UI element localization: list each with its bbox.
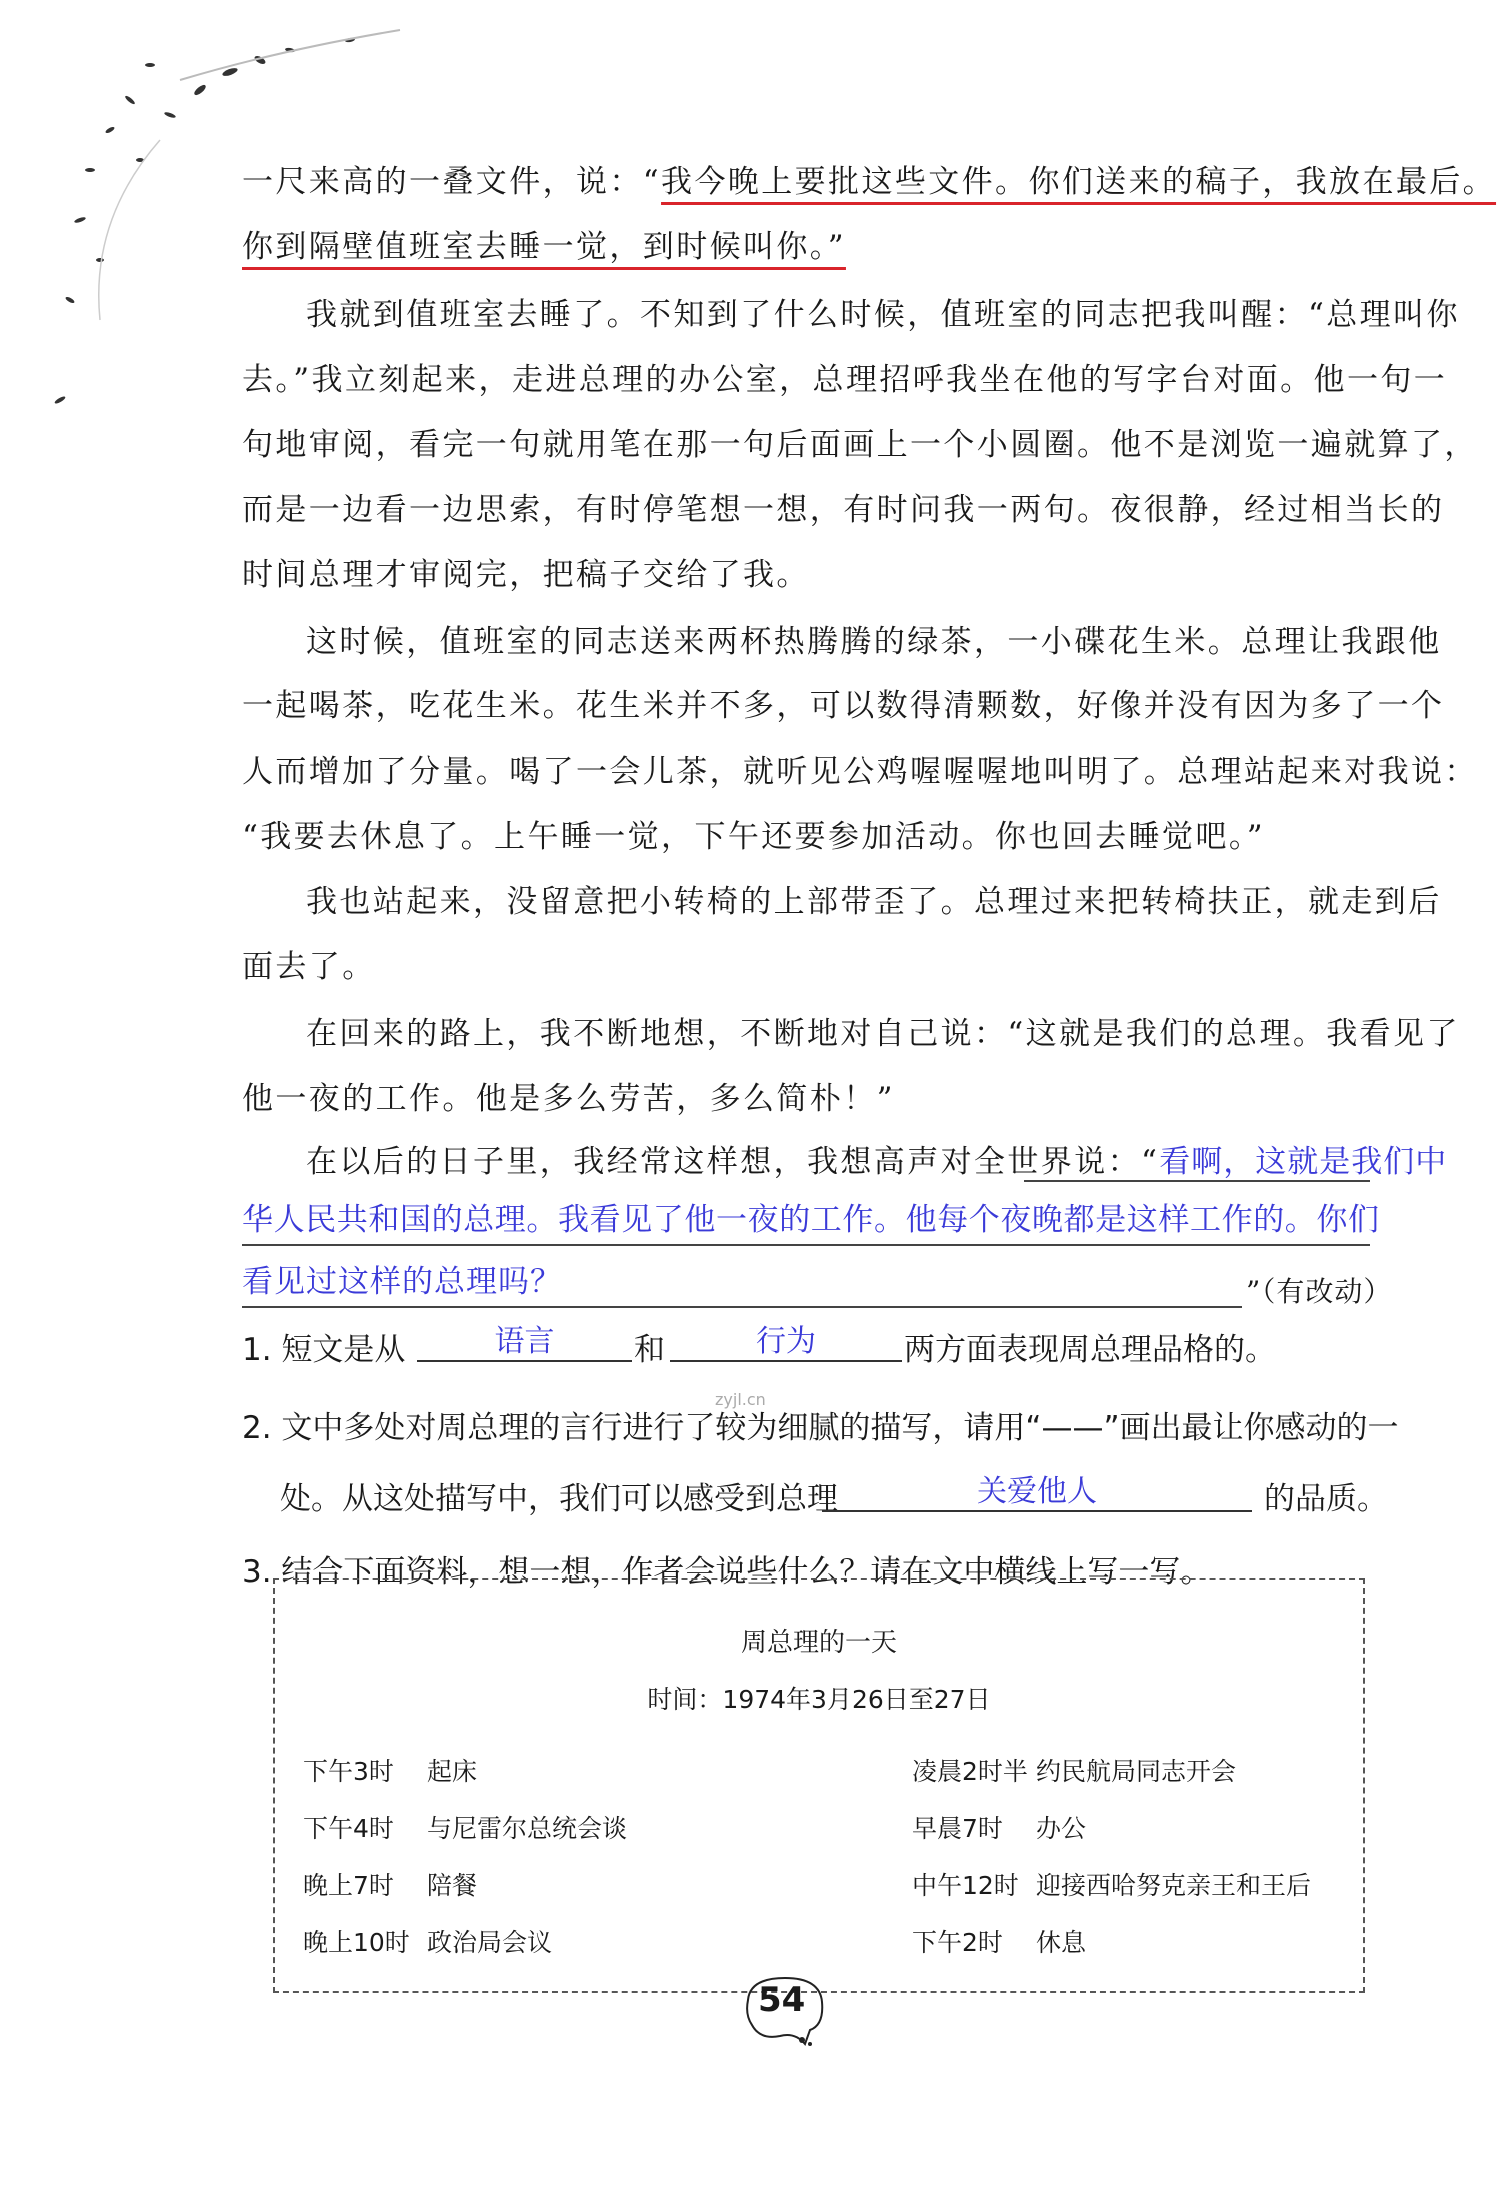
answer-blank[interactable] — [1024, 1180, 1370, 1182]
passage-line: 句地审阅，看完一句就用笔在那一句后面画上一个小圆圈。他不是浏览一遍就算了， — [242, 427, 1478, 463]
passage-line: “我要去休息了。上午睡一觉，下午还要参加活动。你也回去睡觉吧。” — [242, 819, 1265, 855]
passage-line: 他一夜的工作。他是多么劳苦，多么简朴！” — [242, 1081, 895, 1117]
passage-line: 在回来的路上，我不断地想，不断地对自己说：“这就是我们的总理。我看见了 — [306, 1016, 1460, 1052]
q1-tail: 两方面表现周总理品格的。 — [904, 1332, 1276, 1368]
passage-line — [242, 225, 1382, 269]
passage-line: 在以后的日子里，我经常这样想，我想高声对全世界说：“看啊，这就是我们中 — [306, 1144, 1448, 1180]
question-2: 2. 文中多处对周总理的言行进行了较为细腻的描写，请用“——”画出最让你感动的一 — [242, 1410, 1399, 1446]
passage-line: 而是一边看一边思索，有时停笔想一想，有时问我一两句。夜很静，经过相当长的 — [242, 492, 1445, 528]
schedule-item: 中午12时 迎接西哈努克亲王和王后 — [912, 1871, 1312, 1900]
passage-line: 人而增加了分量。喝了一会儿茶，就听见公鸡喔喔喔地叫明了。总理站起来对我说： — [242, 754, 1478, 790]
schedule-box — [273, 1578, 1365, 1993]
question-2-cont: 处。从这处描写中，我们可以感受到总理 — [280, 1481, 838, 1517]
red-underlined-quote: 我今晚上要批这些文件。你们送来的稿子，我放在最后。 — [661, 164, 1497, 200]
source-note: ”（有改动） — [1246, 1275, 1393, 1308]
schedule-item: 凌晨2时半 约民航局同志开会 — [912, 1757, 1237, 1786]
red-underlined-quote: 你到隔壁值班室去睡一觉，到时候叫你。” — [242, 229, 846, 265]
q1-connector: 和 — [634, 1332, 665, 1368]
passage-line: 我就到值班室去睡了。不知到了什么时候，值班室的同志把我叫醒：“总理叫你 — [306, 297, 1460, 333]
question-2-tail: 的品质。 — [1264, 1481, 1388, 1517]
passage-line: 这时候，值班室的同志送来两杯热腾腾的绿茶，一小碟花生米。总理让我跟他 — [306, 624, 1442, 660]
watermark: zyjl.cn — [715, 1390, 766, 1409]
schedule-item: 早晨7时 办公 — [912, 1814, 1087, 1843]
passage-line: 去。”我立刻起来，走进总理的办公室，总理招呼我坐在他的写字台对面。他一句一 — [242, 362, 1448, 398]
answer-blank[interactable] — [242, 1306, 1242, 1308]
schedule-item: 下午2时 休息 — [912, 1928, 1087, 1957]
schedule-item: 晚上10时 政治局会议 — [303, 1928, 553, 1957]
schedule-item: 晚上7时 陪餐 — [303, 1871, 478, 1900]
passage-line: 面去了。 — [242, 949, 376, 985]
schedule-item: 下午4时 与尼雷尔总统会谈 — [303, 1814, 628, 1843]
passage-line: 一起喝茶，吃花生米。花生米并不多，可以数得清颗数，好像并没有因为多了一个 — [242, 688, 1445, 724]
schedule-item: 下午3时 起床 — [303, 1757, 478, 1786]
schedule-subtitle: 时间：1974年3月26日至27日 — [647, 1685, 991, 1714]
page-number: 54 — [740, 1970, 830, 2050]
passage-line: 时间总理才审阅完，把稿子交给了我。 — [242, 557, 810, 593]
handwritten-answer: 看见过这样的总理吗？ — [242, 1264, 562, 1300]
schedule-title: 周总理的一天 — [740, 1628, 897, 1658]
question-1: 1. 短文是从 — [242, 1332, 406, 1368]
q1-answer-blank-1[interactable]: 语言 — [417, 1324, 632, 1362]
handwritten-answer: 华人民共和国的总理。我看见了他一夜的工作。他每个夜晚都是这样工作的。你们 — [242, 1202, 1380, 1238]
q2-answer-blank[interactable]: 关爱他人 — [822, 1474, 1252, 1512]
answer-blank[interactable] — [242, 1244, 1370, 1246]
q1-answer-blank-2[interactable]: 行为 — [670, 1324, 902, 1362]
handwritten-answer: 看啊，这就是我们中 — [1159, 1144, 1448, 1180]
passage-line: 我也站起来，没留意把小转椅的上部带歪了。总理过来把转椅扶正，就走到后 — [306, 884, 1442, 920]
question-3: 3. 结合下面资料，想一想，作者会说些什么？请在文中横线上写一写。 — [242, 1554, 1212, 1590]
passage-line: 一尺来高的一叠文件，说：“我今晚上要批这些文件。你们送来的稿子，我放在最后。 — [242, 164, 1497, 200]
